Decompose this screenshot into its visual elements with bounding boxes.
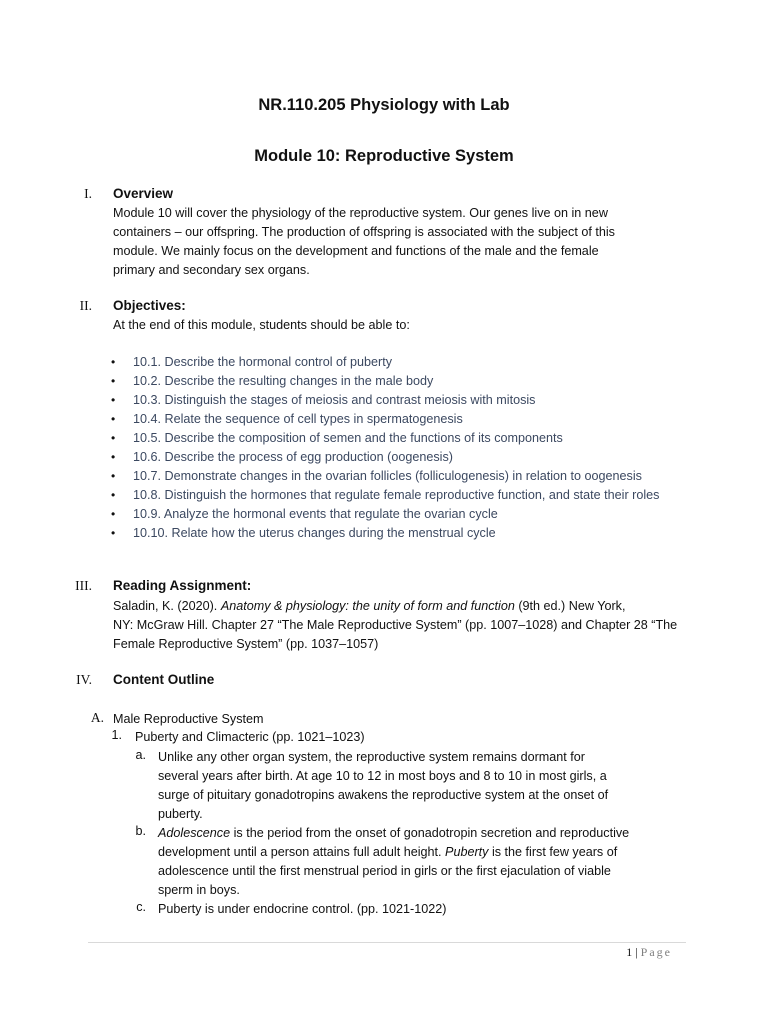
outline-marker-1: 1. <box>111 728 122 742</box>
bullet-icon: • <box>111 412 116 426</box>
overview-line: Module 10 will cover the physiology of the reproductive system. Our genes live on in new <box>113 206 608 220</box>
overview-line: primary and secondary sex organs. <box>113 263 310 277</box>
reference-line: Female Reproductive System” (pp. 1037–1057) <box>113 637 379 651</box>
book-title: Anatomy & physiology: the unity of form and function <box>220 599 515 613</box>
content-heading: Content Outline <box>113 672 215 687</box>
outline-item-dormant: Unlike any other organ system, the reproductive system remains dormant for several years after birth. At age 10 to 12 in most boys and 8 to 10 in most girls, a surge of pituitary gonadotropins awakens the reproductive system at the onset of puberty. <box>158 750 609 821</box>
module-title: Module 10: Reproductive System <box>254 147 514 165</box>
bullet-icon: • <box>111 488 116 502</box>
page-separator: | <box>632 945 641 959</box>
content-numeral: IV. <box>76 672 92 687</box>
objective-item: • 10.2. Describe the resulting changes in the male body <box>113 372 659 391</box>
page-word: Page <box>640 945 672 959</box>
objectives-heading: Objectives: <box>113 298 186 313</box>
bullet-icon: • <box>111 431 116 445</box>
outline-marker-c-sub: c. <box>136 900 146 914</box>
page-footer <box>626 945 672 960</box>
overview-paragraph <box>113 204 693 280</box>
reference-line: Saladin, K. (2020). Anatomy & physiology: the unity of form and function (9th ed.) New York, <box>113 599 626 613</box>
objectives-list <box>113 353 659 543</box>
reading-heading: Reading Assignment: <box>113 578 252 593</box>
reference-line: NY: McGraw Hill. Chapter 27 “The Male Reproductive System” (pp. 1007–1028) and Chapter 28 “The <box>113 618 678 632</box>
objective-item: • 10.8. Distinguish the hormones that regulate female reproductive function, and state their roles <box>113 486 659 505</box>
objective-item: • 10.10. Relate how the uterus changes during the menstrual cycle <box>113 524 659 543</box>
footer-divider <box>88 942 686 943</box>
objectives-numeral: II. <box>79 298 92 313</box>
objective-item: • 10.3. Distinguish the stages of meiosis and contrast meiosis with mitosis <box>113 391 659 410</box>
outline-marker-a: A. <box>90 710 104 725</box>
bullet-icon: • <box>111 355 116 369</box>
outline-item-puberty: Puberty and Climacteric (pp. 1021–1023) <box>135 730 365 744</box>
term-adolescence: Adolescence <box>158 826 231 840</box>
bullet-icon: • <box>111 450 116 464</box>
bullet-icon: • <box>111 374 116 388</box>
overview-numeral: I. <box>84 186 92 201</box>
reading-reference <box>113 597 738 654</box>
objectives-intro: At the end of this module, students should be able to: <box>113 318 410 332</box>
objective-item: • 10.4. Relate the sequence of cell types in spermatogenesis <box>113 410 659 429</box>
outline-item-male-reproductive-system: Male Reproductive System <box>113 712 264 726</box>
page-number: 1 <box>626 945 633 959</box>
course-title: NR.110.205 Physiology with Lab <box>258 96 510 114</box>
bullet-icon: • <box>111 507 116 521</box>
objective-item: • 10.7. Demonstrate changes in the ovarian follicles (folliculogenesis) in relation to oogenesis <box>113 467 659 486</box>
outline-item-endocrine-control: Puberty is under endocrine control. (pp. 1021-1022) <box>158 902 447 916</box>
bullet-icon: • <box>111 469 116 483</box>
bullet-icon: • <box>111 393 116 407</box>
bullet-icon: • <box>111 526 116 540</box>
outline-marker-b-sub: b. <box>135 824 146 838</box>
objective-item: • 10.5. Describe the composition of semen and the functions of its components <box>113 429 659 448</box>
term-puberty: Puberty <box>445 845 489 859</box>
outline-item-adolescence: Adolescence is the period from the onset of gonadotropin secretion and reproductive development until a person attains full adult height. Puberty is the first few years of adolescence until the first menstrual period in girls or the first ejaculation of viable sperm in boys. <box>158 826 630 897</box>
objective-item: • 10.9. Analyze the hormonal events that regulate the ovarian cycle <box>113 505 659 524</box>
overview-line: containers – our offspring. The production of offspring is associated with the subject of this <box>113 225 615 239</box>
objective-item: • 10.6. Describe the process of egg production (oogenesis) <box>113 448 659 467</box>
reading-numeral: III. <box>75 578 92 593</box>
overview-line: module. We mainly focus on the development and functions of the male and the female <box>113 244 599 258</box>
overview-heading: Overview <box>113 186 174 201</box>
objective-item: • 10.1. Describe the hormonal control of puberty <box>113 353 659 372</box>
outline-marker-a-sub: a. <box>135 748 146 762</box>
